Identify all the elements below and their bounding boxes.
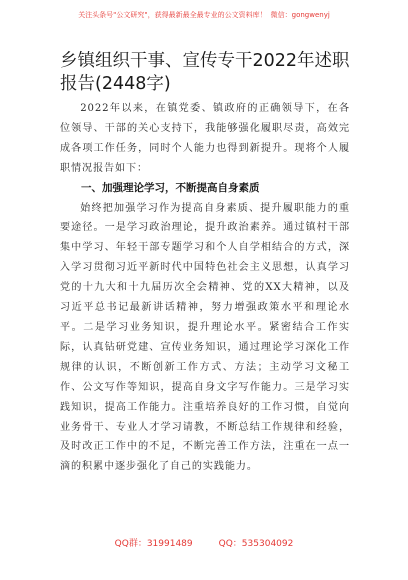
document-body (60, 99, 350, 477)
body-paragraph: 始终把加强学习作为提高自身素质、提升履职能力的重要途径。一是学习政治理论，提升政治素养。通过镇村干部集中学习、年轻干部专题学习和个人自学相结合的方式，深入学习贯彻习近平新时代中国特色社会主义思想，认真学习党的十九大和十九届历次全会精神、党的XX大精神，以及习近平总书记最新讲话精神，努力增强政策水平和理论水平。二是学习业务知识，提升理论水平。紧密结合工作实际，认真钻研党建、宣传业务知识，通过理论学习深化工作规律的认识，不断创新工作方式、方法；主动学习文秘工作、公文写作等知识，提高自身文字写作能力。三是学习实践知识，提高工作能力。注重培养良好的工作习惯，自觉向业务骨干、专业人才学习请教，不断总结工作规律和经验，及时改正工作中的不足，不断完善工作方法，注重在一点一滴的积累中逐步强化了自己的实践能力。 (60, 202, 350, 473)
section-heading: 一、加强理论学习，不断提高自身素质 (81, 181, 260, 194)
footer-contact (0, 536, 408, 549)
header-wechat-text: 微信：gongwenyj (270, 11, 330, 19)
footer-qq: QQ：535304092 (218, 539, 294, 549)
footer-qq-group: QQ群：31991489 (114, 539, 193, 549)
header-banner (0, 10, 408, 20)
document-title: 乡镇组织干事、宣传专干2022年述职报告(2448字) (60, 51, 350, 94)
header-promo-text: 关注头条号"公文研究"，获得最新最全最专业的公文资料库！ (78, 11, 267, 19)
intro-paragraph: 2022年以来，在镇党委、镇政府的正确领导下，在各位领导、干部的关心支持下，我能够强化履职尽责，高效完成各项工作任务，同时个人能力也得到新提升。现将个人履职情况报告如下： (60, 103, 350, 174)
